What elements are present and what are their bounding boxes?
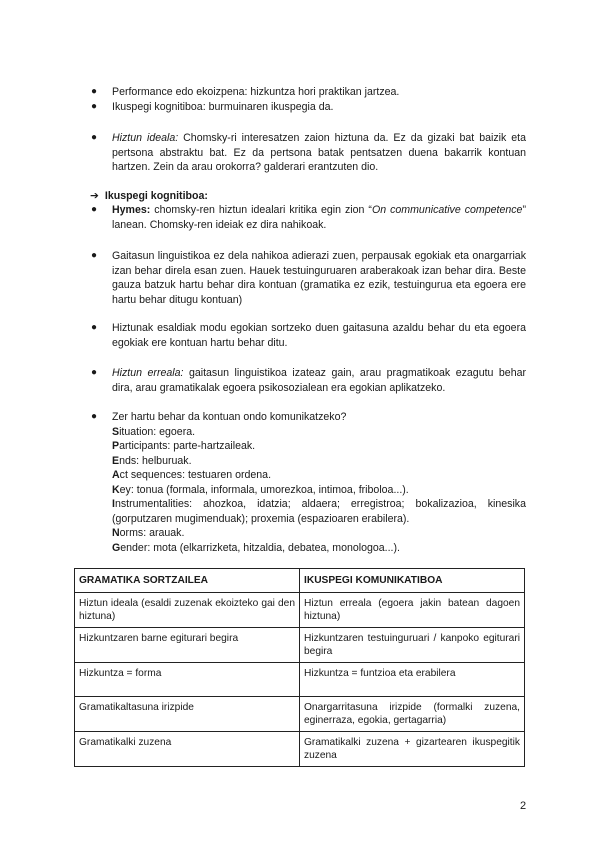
table-row: [75, 628, 525, 663]
work-title: On communicative competence: [371, 204, 523, 216]
table-cell: Gramatikalki zuzena: [75, 732, 300, 767]
list-item: [91, 85, 526, 100]
table-cell: Gramatikaltasuna irizpide: [75, 697, 300, 732]
table-cell: Onargarritasuna irizpide (formalki zuzena, eginerraza, egokia, gertagarria): [300, 697, 525, 732]
table-cell: Hiztun erreala (egoera jakin batean dagoen hiztuna): [300, 593, 525, 628]
column-header: IKUSPEGI KOMUNIKATIBOA: [300, 569, 525, 593]
list-item: [91, 100, 526, 115]
table-cell: Hizkuntzaren testuinguruari / kanpoko egiturari begira: [300, 628, 525, 663]
bullet-text: Chomsky-ri interesatzen zaion hiztuna da. Ez da gizaki bat baizik eta pertsona abstraktu bat. Ez da pertsona batak pentsatzen duena bakarrik kontuan hartzen. Zein da arau orokorra? galderari erantzuten dio.: [112, 132, 526, 173]
bullet-text: Hiztunak esaldiak modu egokian sortzeko duen gaitasuna azaldu behar du eta egoera egokiak ere kontuan hartu behar ditu.: [112, 322, 526, 349]
section-heading: [90, 189, 208, 204]
term-hiztun-ideala: Hiztun ideala:: [112, 132, 179, 144]
bullet-icon: ●: [91, 250, 98, 261]
list-item: ● Hymes: chomsky-ren hiztun idealari kritika egin zion “On communicative competence” lanean. Chomsky-ren ideiak ez dira nahikoak.: [91, 204, 526, 231]
arrow-icon: ➔: [90, 190, 99, 202]
bullet-text: gaitasun linguistikoa izateaz gain, arau pragmatikoak ezagutu behar dira, arau gramatikalak egoera psikosozialean era egokian aplikatzeko.: [112, 367, 527, 394]
bullet-icon: ●: [91, 322, 98, 333]
column-header: GRAMATIKA SORTZAILEA: [75, 569, 300, 593]
bullet-text: Ikuspegi kognitiboa: burmuinaren ikuspegia da.: [112, 101, 334, 113]
table-header-row: [75, 569, 525, 593]
section-title: Ikuspegi kognitiboa:: [104, 190, 208, 202]
table-row: [75, 697, 525, 732]
table-cell: Hizkuntzaren barne egiturari begira: [75, 628, 300, 663]
table-row: [75, 593, 525, 628]
speaking-intro: Zer hartu behar da kontuan ondo komunikatzeko?: [112, 411, 347, 423]
speaking-line: Ends: helburuak.: [112, 454, 192, 467]
table-cell: Hizkuntza = funtzioa eta erabilera: [300, 663, 525, 697]
comparison-table: [74, 568, 525, 767]
page-number: 2: [520, 800, 527, 812]
bullet-icon: ●: [91, 204, 98, 215]
bullet-icon: ●: [91, 132, 98, 143]
bullet-icon: ●: [91, 411, 98, 422]
table-cell: Hiztun ideala (esaldi zuzenak ekoizteko gai den hiztuna): [75, 593, 300, 628]
bullet-text: Gaitasun linguistikoa ez dela nahikoa adierazi zuen, perpausak egokiak eta onargarriak izan behar direla esan zuen. Hauek testuinguruaren araberakoak izan behar dira. Beste gauza batzuk hartu behar dira kontuan (gramatika ez ezik, testuingurua eta egoera ere hartu behar ditugu kontuan): [112, 250, 526, 306]
table-cell: Gramatikalki zuzena + gizartearen ikuspegitik zuzena: [300, 732, 525, 767]
list-item: [91, 249, 526, 307]
speaking-line: Norms: arauak.: [112, 527, 185, 539]
bullet-icon: ●: [91, 86, 98, 97]
bullet-icon: ●: [91, 101, 98, 112]
speaking-line: Participants: parte-hartzaileak.: [112, 440, 256, 452]
table-row: [75, 732, 525, 767]
term-hymes: Hymes:: [112, 204, 151, 216]
bullet-icon: ●: [91, 367, 98, 378]
term-hiztun-erreala: Hiztun erreala:: [112, 367, 184, 379]
table-cell: Hizkuntza = forma: [75, 663, 300, 697]
list-item: [91, 321, 526, 350]
list-item: [91, 131, 526, 175]
speaking-line: Key: tonua (formala, informala, umorezkoa, intimoa, friboloa...).: [112, 483, 409, 496]
bullet-text: Performance edo ekoizpena: hizkuntza hori praktikan jartzea.: [112, 86, 400, 98]
table-row: [75, 663, 525, 697]
speaking-line: Situation: egoera.: [112, 425, 196, 438]
speaking-line: Instrumentalities: ahozkoa, idatzia; aldaera; erregistroa; bokalizazioa, kinesika (gorputzaren mugimenduak); proxemia (espazioaren erabilera).: [112, 498, 526, 525]
speaking-line: Gender: mota (elkarrizketa, hitzaldia, debatea, monologoa...).: [112, 541, 400, 554]
list-item: [91, 366, 527, 395]
list-item-speaking: [91, 410, 526, 555]
speaking-line: Act sequences: testuaren ordena.: [112, 469, 272, 481]
